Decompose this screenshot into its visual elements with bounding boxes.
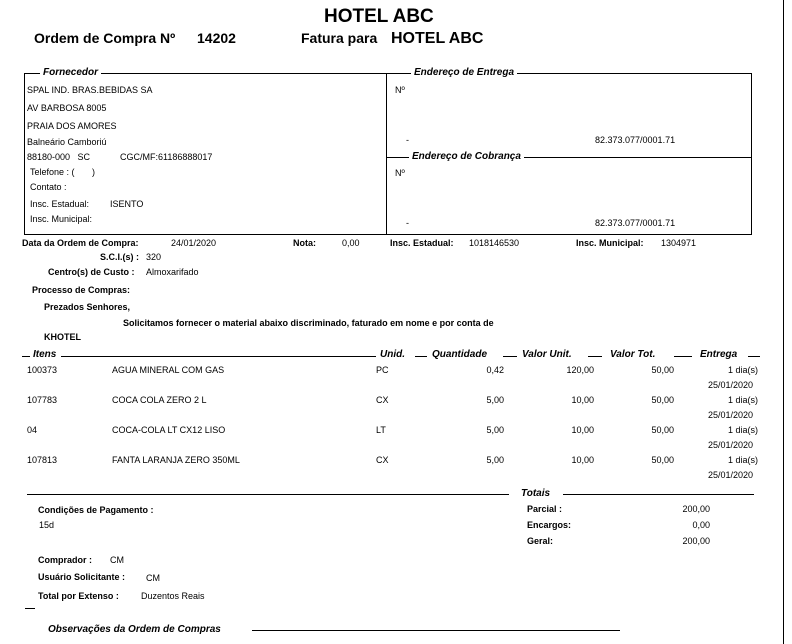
totals-divider-left bbox=[27, 494, 509, 495]
item-unit-price: 120,00 bbox=[566, 365, 594, 375]
supplier-zip-state: 88180-000 SC bbox=[27, 152, 91, 162]
items-header-line-2 bbox=[61, 356, 376, 357]
charges-label: Encargos: bbox=[527, 520, 572, 530]
delivery-cnpj: 82.373.077/0001.71 bbox=[595, 135, 676, 145]
items-header-line-4 bbox=[503, 356, 517, 357]
municipal-reg-value: 1304971 bbox=[661, 238, 697, 248]
unit-price-header: Valor Unit. bbox=[522, 349, 572, 360]
total-words-value: Duzentos Reais bbox=[141, 591, 205, 601]
order-number: 14202 bbox=[197, 30, 236, 46]
item-quantity: 5,00 bbox=[486, 395, 504, 405]
item-quantity: 5,00 bbox=[486, 455, 504, 465]
note-label: Nota: bbox=[293, 238, 316, 248]
item-unit-price: 10,00 bbox=[571, 425, 594, 435]
item-code: 04 bbox=[27, 425, 38, 435]
requester-label: Usuário Solicitante : bbox=[38, 572, 126, 582]
item-quantity: 0,42 bbox=[486, 365, 504, 375]
charges-value: 0,00 bbox=[692, 520, 710, 530]
requester-value: CM bbox=[146, 573, 160, 583]
quantity-header: Quantidade bbox=[432, 349, 488, 360]
item-total: 50,00 bbox=[651, 425, 674, 435]
supplier-district: PRAIA DOS AMORES bbox=[27, 121, 117, 131]
sci-label: S.C.I.(s) : bbox=[100, 252, 140, 262]
total-header: Valor Tot. bbox=[610, 349, 656, 360]
item-description: COCA COLA ZERO 2 L bbox=[112, 395, 207, 405]
item-unit: PC bbox=[376, 365, 389, 375]
order-date-label: Data da Ordem de Compra: bbox=[22, 238, 139, 248]
invoice-label: Fatura para bbox=[301, 30, 378, 46]
buyer-value: CM bbox=[110, 555, 124, 565]
supplier-city: Balneário Camboriú bbox=[27, 137, 107, 147]
supplier-name: SPAL IND. BRAS.BEBIDAS SA bbox=[27, 85, 153, 95]
item-delivery-days: 1 dia(s) bbox=[727, 425, 758, 435]
item-unit: CX bbox=[376, 395, 389, 405]
items-header-line-7 bbox=[748, 356, 760, 357]
item-delivery-date: 25/01/2020 bbox=[707, 410, 753, 420]
payment-value: 15d bbox=[39, 520, 55, 530]
supplier-phone: Telefone : ( ) bbox=[30, 167, 96, 177]
items-header-line-1 bbox=[22, 356, 30, 357]
item-unit-price: 10,00 bbox=[571, 395, 594, 405]
total-words-label: Total por Extenso : bbox=[38, 591, 119, 601]
item-total: 50,00 bbox=[651, 455, 674, 465]
supplier-municipal-reg-label: Insc. Municipal: bbox=[30, 214, 93, 224]
item-description: FANTA LARANJA ZERO 350ML bbox=[112, 455, 240, 465]
item-code: 107783 bbox=[27, 395, 58, 405]
page-right-border bbox=[783, 0, 784, 644]
delivery-number-label: Nº bbox=[395, 85, 405, 95]
item-delivery-days: 1 dia(s) bbox=[727, 455, 758, 465]
company-name: KHOTEL bbox=[44, 332, 81, 342]
request-text: Solicitamos fornecer o material abaixo discriminado, faturado em nome e por conta de bbox=[123, 318, 494, 328]
order-date-value: 24/01/2020 bbox=[171, 238, 217, 248]
billing-cnpj: 82.373.077/0001.71 bbox=[595, 218, 676, 228]
supplier-title: Fornecedor bbox=[40, 67, 101, 78]
hotel-title: HOTEL ABC bbox=[324, 6, 434, 27]
item-total: 50,00 bbox=[651, 395, 674, 405]
supplier-state-reg-label: Insc. Estadual: bbox=[30, 199, 90, 209]
item-delivery-days: 1 dia(s) bbox=[727, 395, 758, 405]
item-unit: CX bbox=[376, 455, 389, 465]
item-delivery-date: 25/01/2020 bbox=[707, 470, 753, 480]
item-description: COCA-COLA LT CX12 LISO bbox=[112, 425, 226, 435]
delivery-title: Endereço de Entrega bbox=[411, 67, 517, 78]
item-delivery-date: 25/01/2020 bbox=[707, 380, 753, 390]
municipal-reg-label: Insc. Municipal: bbox=[576, 238, 644, 248]
item-quantity: 5,00 bbox=[486, 425, 504, 435]
state-reg-value: 1018146530 bbox=[469, 238, 520, 248]
notes-divider bbox=[252, 630, 620, 631]
cost-center-label: Centro(s) de Custo : bbox=[48, 267, 135, 277]
notes-title: Observações da Ordem de Compras bbox=[48, 624, 221, 635]
order-label: Ordem de Compra Nº bbox=[34, 30, 176, 46]
supplier-address: AV BARBOSA 8005 bbox=[27, 103, 107, 113]
cost-center-value: Almoxarifado bbox=[146, 267, 199, 277]
greeting: Prezados Senhores, bbox=[44, 302, 131, 312]
item-delivery-days: 1 dia(s) bbox=[727, 365, 758, 375]
supplier-cnpj: CGC/MF:61186888017 bbox=[120, 152, 213, 162]
items-header-line-5 bbox=[588, 356, 602, 357]
payment-label: Condições de Pagamento : bbox=[38, 505, 154, 515]
buyer-label: Comprador : bbox=[38, 555, 92, 565]
sci-value: 320 bbox=[146, 252, 162, 262]
process-label: Processo de Compras: bbox=[32, 285, 131, 295]
item-description: AGUA MINERAL COM GAS bbox=[112, 365, 225, 375]
item-unit: LT bbox=[376, 425, 386, 435]
partial-label: Parcial : bbox=[527, 504, 563, 514]
note-value: 0,00 bbox=[342, 238, 360, 248]
item-code: 107813 bbox=[27, 455, 58, 465]
delivery-header: Entrega bbox=[700, 349, 738, 360]
items-header-line-3 bbox=[415, 356, 427, 357]
items-header: Itens bbox=[33, 349, 57, 360]
item-unit-price: 10,00 bbox=[571, 455, 594, 465]
supplier-state-reg-value: ISENTO bbox=[110, 199, 144, 209]
item-code: 100373 bbox=[27, 365, 58, 375]
partial-value: 200,00 bbox=[682, 504, 710, 514]
totals-divider-right bbox=[563, 494, 754, 495]
general-label: Geral: bbox=[527, 536, 554, 546]
delivery-dash: - bbox=[406, 135, 409, 145]
totals-title: Totais bbox=[521, 488, 551, 499]
supplier-contact: Contato : bbox=[30, 182, 67, 192]
invoice-to: HOTEL ABC bbox=[391, 30, 484, 47]
general-value: 200,00 bbox=[682, 536, 710, 546]
unit-header: Unid. bbox=[380, 349, 405, 360]
billing-title: Endereço de Cobrança bbox=[409, 151, 524, 162]
items-header-line-6 bbox=[674, 356, 692, 357]
billing-number-label: Nº bbox=[395, 168, 405, 178]
billing-dash: - bbox=[406, 218, 409, 228]
state-reg-label: Insc. Estadual: bbox=[390, 238, 454, 248]
item-delivery-date: 25/01/2020 bbox=[707, 440, 753, 450]
item-total: 50,00 bbox=[651, 365, 674, 375]
footer-short-line bbox=[25, 608, 35, 609]
